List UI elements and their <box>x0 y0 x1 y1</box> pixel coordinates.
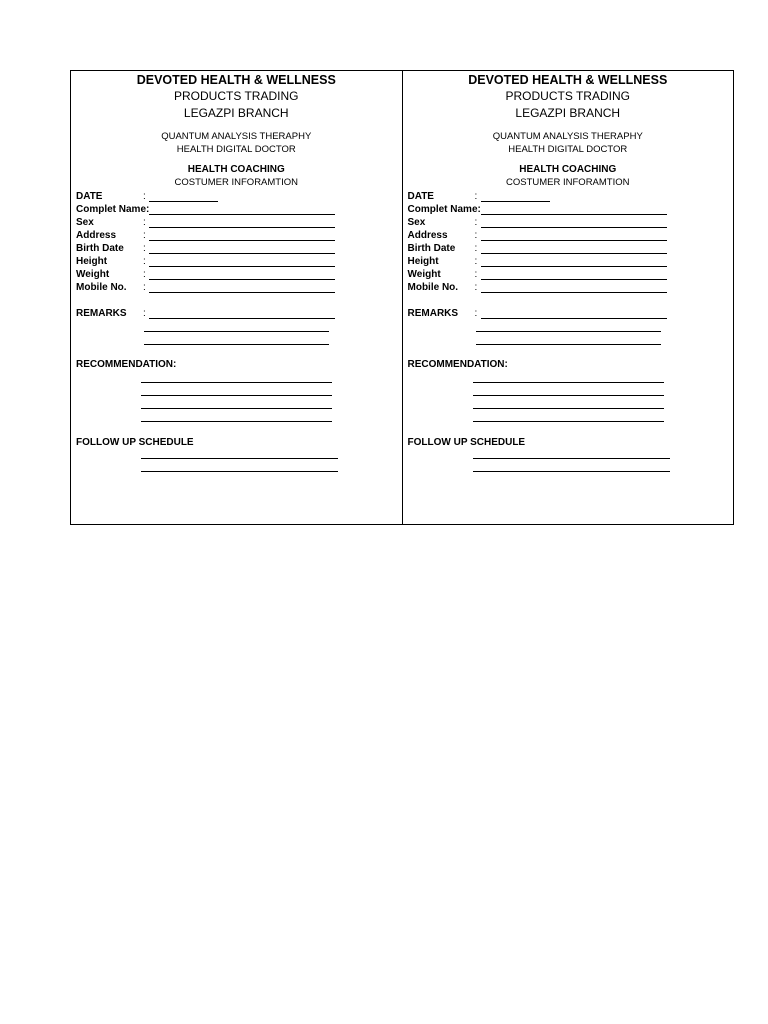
field-colon: : <box>474 308 478 319</box>
card-header <box>71 72 402 189</box>
customer-fields <box>408 189 734 345</box>
remarks-input-line[interactable] <box>144 319 329 332</box>
recommendation-input-line[interactable] <box>141 383 332 396</box>
field-colon: : <box>143 191 146 202</box>
remarks-input-line[interactable] <box>481 309 667 319</box>
field-birth-date <box>76 241 402 254</box>
field-label: Birth Date <box>407 243 456 254</box>
follow-up-input-line[interactable] <box>473 459 670 472</box>
service-line-1: QUANTUM ANALYSIS THERAPHY <box>492 131 643 142</box>
field-colon: : <box>474 191 478 202</box>
height-input-line[interactable] <box>481 257 667 267</box>
field-label: Weight <box>407 269 441 280</box>
follow-up-label: FOLLOW UP SCHEDULE <box>407 437 526 448</box>
field-label: REMARKS <box>76 308 127 319</box>
recommendation-label: RECOMMENDATION: <box>76 359 177 370</box>
field-label: Mobile No. <box>76 282 127 293</box>
field-label: Address <box>407 230 448 241</box>
recommendation-input-line[interactable] <box>141 370 332 383</box>
field-colon: : <box>474 243 478 254</box>
field-weight <box>408 267 734 280</box>
company-subtitle-2: LEGAZPI BRANCH <box>515 106 621 120</box>
company-name: DEVOTED HEALTH & WELLNESS <box>468 73 668 87</box>
field-birth-date <box>408 241 734 254</box>
field-colon: : <box>474 269 478 280</box>
company-subtitle-1: PRODUCTS TRADING <box>505 89 630 103</box>
field-label: Weight <box>76 269 110 280</box>
address-input-line[interactable] <box>481 231 667 241</box>
mobile-input-line[interactable] <box>149 283 335 293</box>
field-label: Sex <box>407 217 426 228</box>
name-input-line[interactable] <box>149 205 335 215</box>
recommendation-input-line[interactable] <box>141 409 332 422</box>
remarks-input-line[interactable] <box>144 332 329 345</box>
field-label: Birth Date <box>76 243 124 254</box>
company-subtitle-2: LEGAZPI BRANCH <box>183 106 289 120</box>
field-colon: : <box>143 217 146 228</box>
field-label: DATE <box>76 191 103 202</box>
field-colon: : <box>143 282 146 293</box>
company-subtitle-1: PRODUCTS TRADING <box>174 89 299 103</box>
field-sex <box>76 215 402 228</box>
form-card-right <box>402 71 734 524</box>
name-input-line[interactable] <box>481 205 667 215</box>
section-title: HEALTH COACHING <box>519 164 617 175</box>
section-subtitle: COSTUMER INFORAMTION <box>174 177 298 188</box>
follow-up-input-line[interactable] <box>141 448 338 459</box>
field-label: Sex <box>76 217 94 228</box>
field-name <box>76 202 402 215</box>
field-label: DATE <box>407 191 434 202</box>
field-colon: : <box>143 269 146 280</box>
field-label: Height <box>407 256 439 267</box>
field-mobile <box>76 280 402 293</box>
address-input-line[interactable] <box>149 231 335 241</box>
recommendation-input-line[interactable] <box>473 383 664 396</box>
field-address <box>408 228 734 241</box>
height-input-line[interactable] <box>149 257 335 267</box>
field-remarks <box>408 306 734 319</box>
remarks-input-line[interactable] <box>476 319 661 332</box>
remarks-input-line[interactable] <box>149 309 335 319</box>
field-remarks <box>76 306 402 319</box>
follow-up-label: FOLLOW UP SCHEDULE <box>76 437 194 448</box>
company-name: DEVOTED HEALTH & WELLNESS <box>136 73 336 87</box>
recommendation-input-line[interactable] <box>473 409 664 422</box>
recommendation-input-line[interactable] <box>473 396 664 409</box>
section-subtitle: COSTUMER INFORAMTION <box>506 177 630 188</box>
field-label: Address <box>76 230 117 241</box>
sex-input-line[interactable] <box>481 218 667 228</box>
recommendation-input-line[interactable] <box>141 396 332 409</box>
service-line-2: HEALTH DIGITAL DOCTOR <box>176 144 296 155</box>
follow-up-input-line[interactable] <box>473 448 670 459</box>
service-line-2: HEALTH DIGITAL DOCTOR <box>508 144 628 155</box>
field-colon: : <box>474 256 478 267</box>
field-date <box>408 189 734 202</box>
date-input-line[interactable] <box>481 192 550 202</box>
field-label: REMARKS <box>407 308 459 319</box>
weight-input-line[interactable] <box>149 270 335 280</box>
field-weight <box>76 267 402 280</box>
card-header <box>403 72 734 189</box>
field-date <box>76 189 402 202</box>
field-label: Height <box>76 256 108 267</box>
field-label: Complet Name: <box>407 204 481 215</box>
field-colon: : <box>143 243 146 254</box>
recommendation-input-line[interactable] <box>473 370 664 383</box>
date-input-line[interactable] <box>149 192 218 202</box>
field-address <box>76 228 402 241</box>
field-sex <box>408 215 734 228</box>
field-mobile <box>408 280 734 293</box>
field-colon: : <box>143 230 146 241</box>
field-colon: : <box>474 230 478 241</box>
service-line-1: QUANTUM ANALYSIS THERAPHY <box>161 131 312 142</box>
field-name <box>408 202 734 215</box>
field-label: Complet Name: <box>76 204 150 215</box>
remarks-input-line[interactable] <box>476 332 661 345</box>
field-height <box>76 254 402 267</box>
field-colon: : <box>143 308 146 319</box>
customer-fields <box>76 189 402 345</box>
field-colon: : <box>474 217 478 228</box>
form-sheet <box>70 70 734 525</box>
weight-input-line[interactable] <box>481 270 667 280</box>
birth-date-input-line[interactable] <box>149 244 335 254</box>
follow-up-input-line[interactable] <box>141 459 338 472</box>
birth-date-input-line[interactable] <box>481 244 667 254</box>
sex-input-line[interactable] <box>149 218 335 228</box>
recommendation-label: RECOMMENDATION: <box>407 359 508 370</box>
section-title: HEALTH COACHING <box>187 164 285 175</box>
field-height <box>408 254 734 267</box>
field-colon: : <box>143 256 146 267</box>
field-colon: : <box>474 282 478 293</box>
field-label: Mobile No. <box>407 282 459 293</box>
form-card-left <box>71 71 402 524</box>
mobile-input-line[interactable] <box>481 283 667 293</box>
